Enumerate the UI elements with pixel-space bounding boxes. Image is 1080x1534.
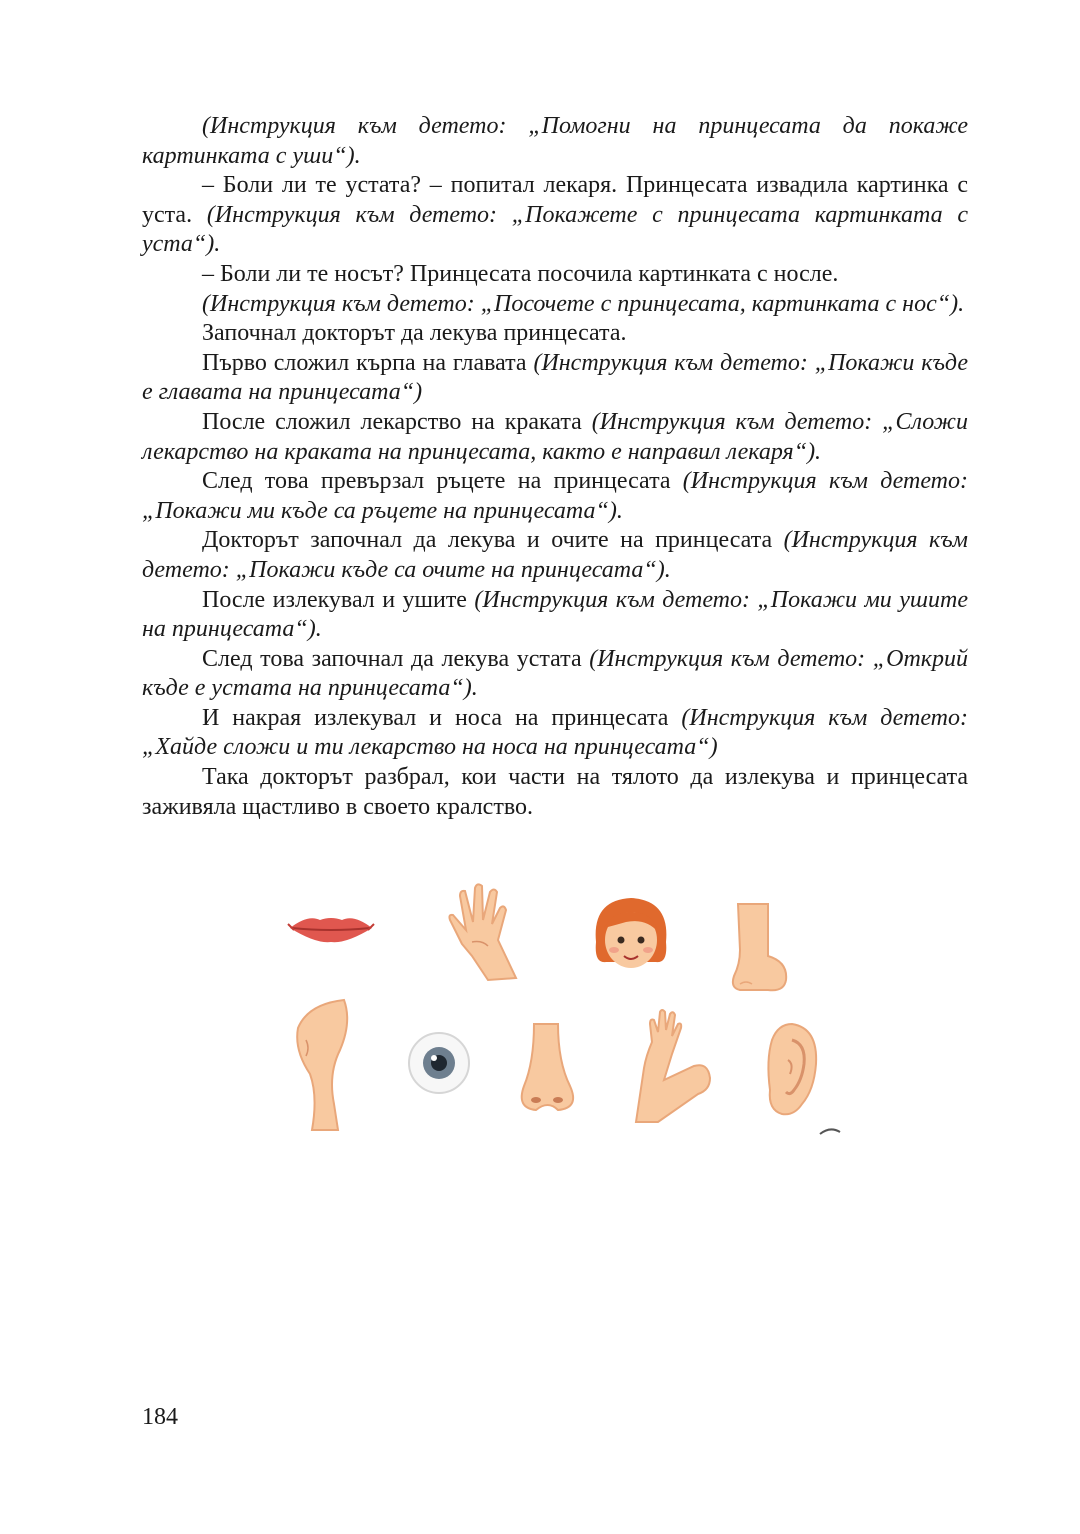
story-paragraph [142, 319, 968, 349]
stray-stroke-mark [818, 1126, 842, 1136]
body-parts-illustrations [270, 870, 850, 1140]
child-instruction-text: (Инструкция към детето: „Сложи лекарство на краката на принцесата, както е направил лекаря“). [142, 408, 968, 465]
child-instruction-text: (Инструкция към детето: „Покажи ми ушите на принцесата“). [142, 586, 968, 643]
narrative-text: Така докторът разбрал, кои части на тялото да излекува и принцесата заживяла щастливо в своето кралство. [142, 764, 968, 820]
child-instruction-text: (Инструкция към детето: „Хайде сложи и ти лекарство на носа на принцесата“) [142, 704, 968, 761]
child-instruction-text: (Инструкция към детето: „Покажи ми къде са ръцете на принцесата“). [142, 468, 968, 524]
foot-picture [728, 900, 798, 996]
child-instruction-text: (Инструкция към детето: „Покажи къде са очите на принцесата“). [142, 527, 968, 583]
arm-picture [632, 1006, 712, 1126]
nose-picture [514, 1020, 580, 1116]
leg-picture [294, 998, 356, 1132]
story-paragraph [142, 645, 968, 704]
story-paragraph [142, 260, 968, 290]
story-paragraph [142, 704, 968, 763]
story-paragraph [142, 171, 968, 260]
story-paragraph [142, 467, 968, 526]
story-paragraph [142, 349, 968, 408]
palm-hand-picture [442, 882, 524, 982]
lips-picture [286, 910, 376, 950]
narrative-text: – Боли ли те устата? – попитал лекаря. Принцесата извадила картинка с уста. [142, 172, 968, 228]
story-paragraph [142, 408, 968, 467]
narrative-text: След това започнал да лекува устата [202, 645, 590, 672]
story-paragraph [142, 112, 968, 171]
story-paragraph [142, 526, 968, 585]
story-paragraph [142, 763, 968, 822]
girl-face-picture [586, 892, 676, 980]
story-paragraph [142, 290, 968, 320]
story-paragraph [142, 586, 968, 645]
child-instruction-text: (Инструкция към детето: „Покажи къде е главата на принцесата“) [142, 349, 968, 406]
child-instruction-text: (Инструкция към детето: „Открий къде е устата на принцесата“). [142, 645, 969, 702]
narrative-text: – Боли ли те носът? Принцесата посочила картинката с носле. [202, 260, 839, 287]
narrative-text: Започнал докторът да лекува принцесата. [202, 320, 627, 347]
eye-picture [406, 1030, 472, 1096]
page-number: 184 [142, 1404, 178, 1430]
narrative-text: Докторът започнал да лекува и очите на принцесата [202, 527, 784, 554]
narrative-text: И накрая излекувал и носа на принцесата [202, 704, 682, 731]
narrative-text: Първо сложил кърпа на главата [202, 349, 534, 376]
story-text [142, 112, 968, 822]
child-instruction-text: (Инструкция към детето: „Посочете с принцесата, картинката с нос“). [202, 290, 965, 317]
narrative-text: После сложил лекарство на краката [202, 408, 592, 435]
ear-picture [762, 1020, 820, 1120]
child-instruction-text: (Инструкция към детето: „Покажете с принцесата картинката с уста“). [142, 201, 969, 258]
narrative-text: После излекувал и ушите [202, 586, 475, 613]
narrative-text: След това превързал ръцете на принцесата [202, 468, 683, 495]
child-instruction-text: (Инструкция към детето: „Помогни на принцесата да покаже картинката с уши“). [142, 113, 968, 169]
